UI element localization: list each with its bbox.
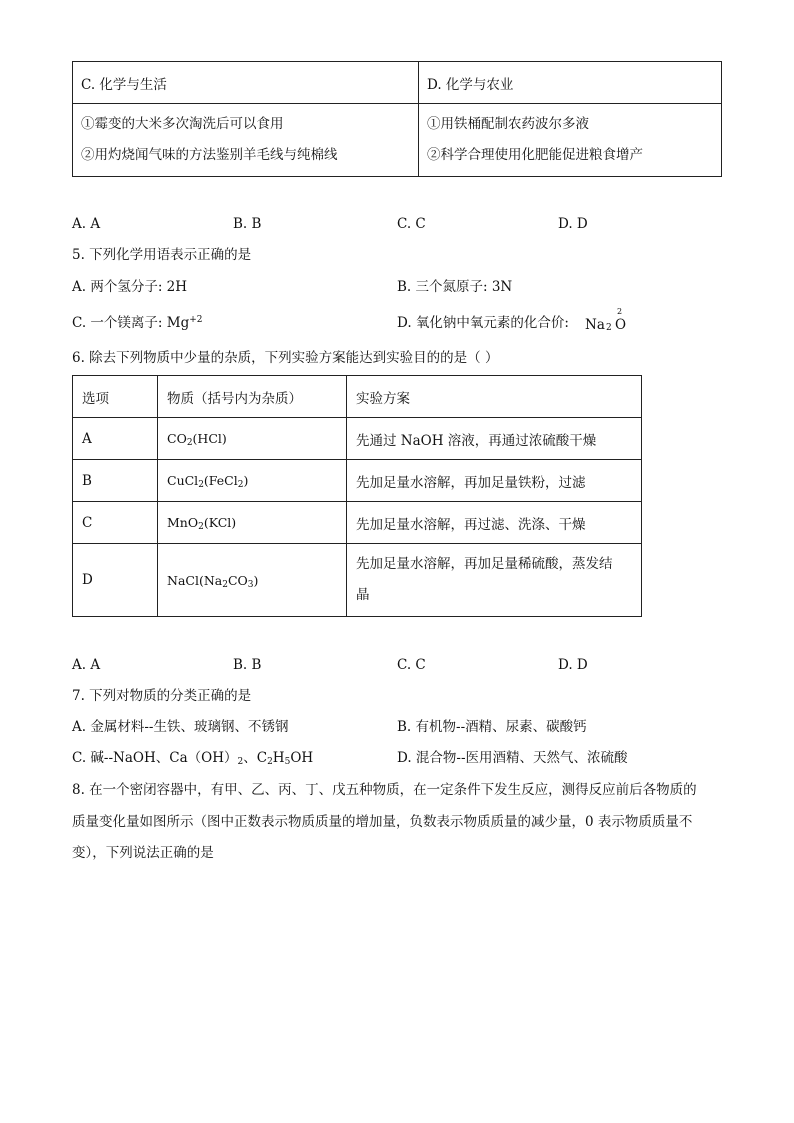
- row-c-plan: 先加足量水溶解，再过滤、洗涤、干燥: [347, 502, 642, 544]
- header-substance: 物质（括号内为杂质）: [158, 376, 347, 418]
- d-header-cell: [419, 62, 722, 104]
- sub-a-2: 2: [186, 438, 193, 448]
- q7-c-5: H: [272, 750, 285, 766]
- q7-c-2: 2: [237, 757, 244, 767]
- sub-b-4: 2: [237, 480, 244, 490]
- sub-d-1: NaCl(Na: [167, 572, 223, 588]
- table-row: [73, 502, 642, 544]
- row-d-plan-line2: 晶: [356, 587, 370, 603]
- life-agriculture-table: [72, 61, 722, 177]
- header-plan: 实验方案: [347, 376, 642, 418]
- row-c-option: C: [73, 502, 158, 544]
- q5-option-a[interactable]: A. 两个氢分子: 2H: [72, 279, 188, 295]
- q4-option-b[interactable]: B. B: [233, 216, 262, 232]
- c-item-1: ①霉变的大米多次淘洗后可以食用: [81, 116, 284, 132]
- sodium-oxide-formula: [585, 307, 635, 336]
- oxide-o: O: [615, 317, 627, 333]
- row-b-plan: 先加足量水溶解，再加足量铁粉，过滤: [347, 460, 642, 502]
- q6-stem: 6. 除去下列物质中少量的杂质，下列实验方案能达到实验目的的是（ ）: [72, 350, 499, 366]
- c-header: C. 化学与生活: [81, 76, 167, 93]
- c-item-2: ②用灼烧闻气味的方法鉴别羊毛线与纯棉线: [81, 147, 338, 163]
- q7-stem: 7. 下列对物质的分类正确的是: [72, 688, 252, 704]
- oxide-valence: 2: [617, 307, 623, 316]
- sub-c-1: MnO: [167, 515, 199, 530]
- sub-b-1: CuCl: [167, 473, 199, 488]
- table-row: [73, 418, 642, 460]
- d-header: D. 化学与农业: [427, 76, 514, 93]
- d-item-1: ①用铁桶配制农药波尔多液: [427, 116, 589, 132]
- sub-c-2: 2: [198, 522, 204, 532]
- sub-d-2: 2: [222, 579, 228, 590]
- row-d-plan: [347, 544, 642, 617]
- row-d-substance: [158, 544, 347, 617]
- q7-c-6: 5: [284, 757, 291, 767]
- q6-option-a[interactable]: A. A: [72, 657, 101, 673]
- row-a-plan: 先通过 NaOH 溶液，再通过浓硫酸干燥: [347, 418, 642, 460]
- q7-option-d[interactable]: D. 混合物--医用酒精、天然气、浓硫酸: [397, 750, 628, 766]
- sub-a-1: CO: [167, 431, 187, 446]
- row-d-option: D: [73, 544, 158, 617]
- q4-option-c[interactable]: C. C: [397, 216, 426, 232]
- row-b-option: B: [73, 460, 158, 502]
- q7-option-c[interactable]: [72, 750, 313, 766]
- q7-c-3: 、C: [243, 750, 268, 766]
- oxide-na: Na: [585, 317, 605, 333]
- sub-d-5: ): [253, 572, 259, 588]
- q5-c-text: C. 一个镁离子: Mg: [72, 315, 190, 331]
- c-header-cell: [73, 62, 419, 104]
- q6-option-c[interactable]: C. C: [397, 657, 426, 673]
- row-a-option: A: [73, 418, 158, 460]
- row-c-substance: [158, 502, 347, 544]
- q7-c-7: OH: [290, 750, 314, 766]
- row-d-plan-line1: 先加足量水溶解，再加足量稀硫酸，蒸发结: [356, 556, 613, 572]
- q7-c-4: 2: [267, 757, 273, 767]
- sub-d-4: 3: [247, 579, 254, 590]
- q7-option-b[interactable]: B. 有机物--酒精、尿素、碳酸钙: [397, 719, 587, 735]
- header-option: 选项: [73, 376, 158, 418]
- q5-stem: 5. 下列化学用语表示正确的是: [72, 247, 252, 263]
- d-items-cell: [419, 104, 722, 177]
- q8-line-2: 质量变化量如图所示（图中正数表示物质质量的增加量，负数表示物质质量的减少量，0 表示物质质量不: [72, 814, 693, 830]
- row-b-substance: [158, 460, 347, 502]
- q7-option-a[interactable]: A. 金属材料--生铁、玻璃钢、不锈钢: [72, 719, 289, 735]
- q5-c-charge: +2: [189, 315, 203, 325]
- impurity-removal-table: [72, 375, 642, 617]
- q6-option-d[interactable]: D. D: [558, 657, 588, 673]
- table-row: [73, 460, 642, 502]
- d-item-2: ②科学合理使用化肥能促进粮食增产: [427, 147, 643, 163]
- c-items-cell: [73, 104, 419, 177]
- sub-d-3: CO: [227, 572, 248, 588]
- q8-line-1: 8. 在一个密闭容器中，有甲、乙、丙、丁、戊五种物质，在一定条件下发生反应，测得反应前后各物质的: [72, 782, 697, 798]
- sub-b-2: 2: [198, 480, 204, 490]
- sub-b-3: (FeCl: [203, 473, 238, 488]
- q5-option-b[interactable]: B. 三个氮原子: 3N: [397, 279, 513, 295]
- sub-a-3: (HCl): [192, 431, 227, 446]
- q4-option-a[interactable]: A. A: [72, 216, 101, 232]
- sub-c-3: (KCl): [203, 515, 237, 530]
- q5-option-c[interactable]: [72, 315, 203, 331]
- oxide-na-subscript: 2: [606, 323, 612, 333]
- q5-option-d[interactable]: [397, 315, 569, 331]
- q4-option-d[interactable]: D. D: [558, 216, 588, 232]
- row-a-substance: [158, 418, 347, 460]
- q8-line-3: 变），下列说法正确的是: [72, 845, 214, 861]
- table-row: [73, 544, 642, 617]
- q6-option-b[interactable]: B. B: [233, 657, 262, 673]
- q5-d-text: D. 氧化钠中氧元素的化合价:: [397, 315, 569, 331]
- sub-b-5: ): [243, 473, 249, 488]
- q7-c-1: C. 碱--NaOH、Ca（OH）: [72, 750, 238, 766]
